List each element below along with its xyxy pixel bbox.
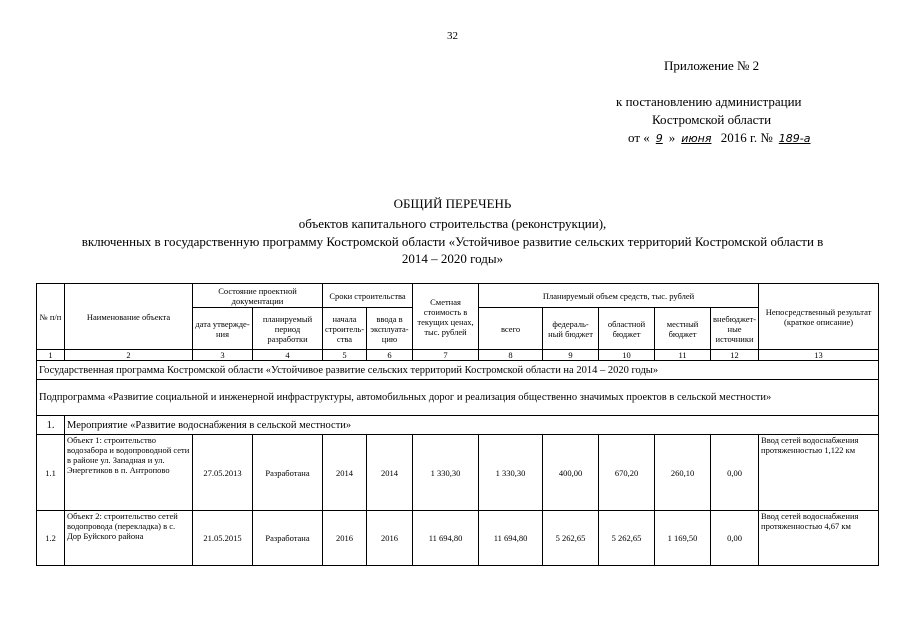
row-local: 1 169,50 [655,511,711,566]
decree-line-1: к постановлению администрации [616,94,802,109]
col-number: 6 [367,350,413,361]
decree-month: июня [681,132,712,145]
row-total: 11 694,80 [479,511,543,566]
row-local: 260,10 [655,435,711,511]
row-start: 2016 [323,511,367,566]
document-subtitle-2: включенных в государственную программу Костромской области «Устойчивое развитие сельских территорий Костромской области в [81,234,824,249]
objects-table [36,283,879,566]
row-name: Объект 2: строительство сетей водопровода (перекладка) в с. Дор Буйского района [65,511,193,566]
row-start: 2014 [323,435,367,511]
measure-num: 1. [37,416,65,435]
row-extra: 0,00 [711,511,759,566]
col-number: 9 [543,350,599,361]
measure-row: Мероприятие «Развитие водоснабжения в сельской местности» [65,416,879,435]
row-end: 2016 [367,511,413,566]
row-plan: Разработана [253,435,323,511]
header-federal: федераль-ный бюджет [543,308,599,350]
document-title: ОБЩИЙ ПЕРЕЧЕНЬ [393,196,512,211]
table-row [37,511,879,566]
col-number: 10 [599,350,655,361]
col-number: 13 [759,350,879,361]
subprogram-row: Подпрограмма «Развитие социальной и инженерной инфраструктуры, автомобильных дорог и реализация общественно значимых проектов в сельской местности» [37,380,879,416]
header-docs: Состояние проектной документации [193,284,323,308]
decree-day: 9 [655,132,663,145]
row-extra: 0,00 [711,435,759,511]
header-estimate: Сметная стоимость в текущих ценах, тыс. рублей [413,284,479,350]
decree-mid: » [668,130,676,145]
row-date: 21.05.2015 [193,511,253,566]
row-plan: Разработана [253,511,323,566]
row-estimate: 11 694,80 [413,511,479,566]
document-subtitle-1: объектов капитального строительства (реконструкции), [298,216,607,231]
col-number: 4 [253,350,323,361]
row-regional: 5 262,65 [599,511,655,566]
row-regional: 670,20 [599,435,655,511]
decree-date-line [628,130,816,146]
row-num: 1.1 [37,435,65,511]
decree-year: 2016 г. № [720,130,773,145]
row-end: 2014 [367,435,413,511]
header-docs-plan: планируемый период разработки [253,308,323,350]
row-federal: 5 262,65 [543,511,599,566]
header-name: Наименование объекта [65,284,193,350]
col-number: 2 [65,350,193,361]
col-number: 8 [479,350,543,361]
decree-number: 189-а [778,132,811,145]
header-total: всего [479,308,543,350]
col-number: 12 [711,350,759,361]
col-number: 3 [193,350,253,361]
col-number: 11 [655,350,711,361]
header-terms-end: ввода в эксплуата-цию [367,308,413,350]
row-name: Объект 1: строительство водозабора и водопроводной сети в районе ул. Западная и ул. Энергетиков в п. Антропово [65,435,193,511]
program-row: Государственная программа Костромской области «Устойчивое развитие сельских территорий Костромской области на 2014 – 2020 годы» [37,361,879,380]
header-regional: областной бюджет [599,308,655,350]
header-funds: Планируемый объем средств, тыс. рублей [479,284,759,308]
document-subtitle-3: 2014 – 2020 годы» [401,251,504,266]
row-total: 1 330,30 [479,435,543,511]
header-local: местный бюджет [655,308,711,350]
row-num: 1.2 [37,511,65,566]
header-extra: внебюджет-ные источники [711,308,759,350]
row-estimate: 1 330,30 [413,435,479,511]
header-num: № п/п [37,284,65,350]
decree-line-2: Костромской области [652,112,772,127]
table-row [37,435,879,511]
row-result: Ввод сетей водоснабжения протяженностью 1,122 км [759,435,879,511]
row-result: Ввод сетей водоснабжения протяженностью 4,67 км [759,511,879,566]
row-federal: 400,00 [543,435,599,511]
header-result: Непосредственный результат (краткое описание) [759,284,879,350]
page-number: 32 [447,30,458,42]
header-docs-date: дата утвержде-ния [193,308,253,350]
row-date: 27.05.2013 [193,435,253,511]
appendix-label: Приложение № 2 [664,58,760,73]
header-terms-start: начала строитель-ства [323,308,367,350]
decree-prefix: от « [628,130,650,145]
col-number: 5 [323,350,367,361]
col-number: 1 [37,350,65,361]
header-terms: Сроки строительства [323,284,413,308]
col-number: 7 [413,350,479,361]
